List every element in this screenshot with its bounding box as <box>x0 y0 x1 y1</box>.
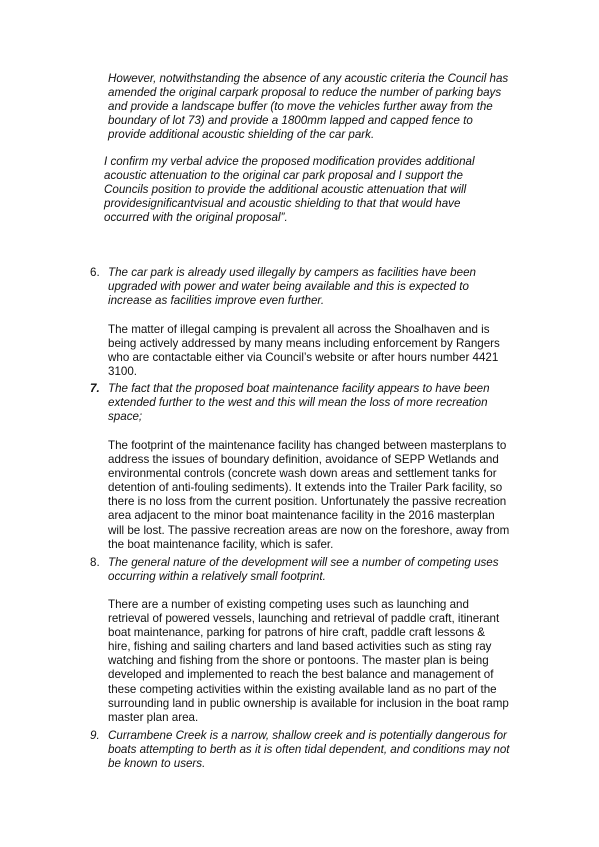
item-7-number: 7. <box>90 382 100 395</box>
quote-paragraph-2: I confirm my verbal advice the proposed modification provides additional acoustic attenuation to the original car park proposal and I support the Councils position to provide the additional acoustic attenuation that will providesignificantvisual and acoustic shielding to that that would have occurred with the original proposal”. <box>104 155 475 225</box>
item-8-number: 8. <box>90 556 100 569</box>
quote-paragraph-1: However, notwithstanding the absence of any acoustic criteria the Council has amended the original carpark proposal to reduce the number of parking bays and provide a landscape buffer (to move the vehicles further away from the boundary of lot 73) and provide a 1800mm lapped and capped fence to provide additional acoustic shielding of the car park. <box>108 72 509 142</box>
item-9-question: Currambene Creek is a narrow, shallow creek and is potentially dangerous for boats attempting to berth as it is often tidal dependent, and conditions may not be known to users. <box>108 729 510 771</box>
item-6-answer: The matter of illegal camping is prevalent all across the Shoalhaven and is being actively addressed by many means including enforcement by Rangers who are contactable either via Council’s website or after hours number 4421 3100. <box>108 323 500 379</box>
item-8-answer: There are a number of existing competing uses such as launching and retrieval of powered vessels, launching and retrieval of paddle craft, itinerant boat maintenance, parking for patrons of hire craft, paddle craft lessons & hire, fishing and sailing charters and land based activities such as sting ray watching and fishing from the shore or pontoons. The master plan is being developed and implemented to reach the best balance and management of these competing activities within the existing available land as no part of the surrounding land in public ownership is available for inclusion in the boat ramp master plan area. <box>108 598 509 724</box>
item-7-answer: The footprint of the maintenance facility has changed between masterplans to address the issues of boundary definition, avoidance of SEPP Wetlands and environmental controls (concrete wash down areas and settlement tanks for detention of anti-fouling sediments). It extends into the Trailer Park facility, so there is no loss from the current position. Unfortunately the passive recreation area adjacent to the minor boat maintenance facility in the 2016 masterplan will be lost. The passive recreation areas are now on the foreshore, away from the boat maintenance facility, which is safer. <box>108 439 510 551</box>
item-8-question: The general nature of the development will see a number of competing uses occurring within a relatively small footprint. <box>108 556 499 584</box>
item-6-question: The car park is already used illegally by campers as facilities have been upgraded with power and water being available and this is expected to increase as facilities improve even further. <box>108 266 476 308</box>
item-6-number: 6. <box>90 266 100 279</box>
item-9-number: 9. <box>90 729 100 742</box>
item-7-question: The fact that the proposed boat maintenance facility appears to have been extended further to the west and this will mean the loss of more recreation space; <box>108 382 490 424</box>
